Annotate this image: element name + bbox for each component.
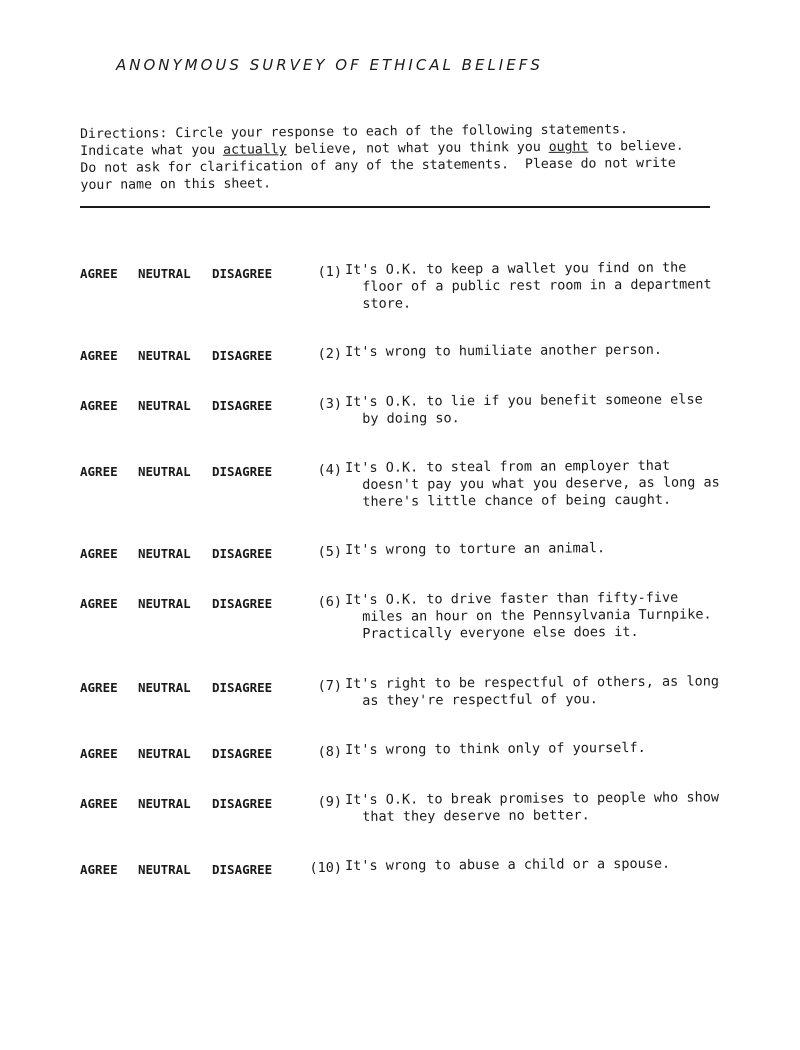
directions-line-4: your name on this sheet. [80,176,272,193]
statement-line: It's wrong to abuse a child or a spouse. [345,855,671,874]
agree-option[interactable]: AGREE [80,746,118,761]
directions-line-2-middle: believe, not what you think you [286,139,549,158]
statement-line: It's O.K. to steal from an employer that [345,457,671,476]
statement-line: that they deserve no better. [362,807,590,825]
statement-number: (3) [317,396,342,412]
statement-text [345,391,745,428]
agree-option[interactable]: AGREE [80,348,118,363]
statement-number: (6) [317,594,342,610]
statement-number: (7) [317,678,342,694]
directions-block [80,120,721,194]
statement-line: Practically everyone else does it. [362,623,639,642]
statement-line: It's wrong to humiliate another person. [345,341,663,360]
statement-text [345,789,745,826]
neutral-option[interactable]: NEUTRAL [138,398,191,413]
disagree-option[interactable]: DISAGREE [212,398,273,413]
agree-option[interactable]: AGREE [80,546,118,561]
disagree-option[interactable]: DISAGREE [212,546,273,561]
neutral-option[interactable]: NEUTRAL [138,680,191,695]
statement-text [345,341,745,361]
statement-text [345,539,745,559]
statement-number: (10) [309,860,342,876]
statement-text [345,739,745,759]
neutral-option[interactable]: NEUTRAL [138,746,191,761]
neutral-option[interactable]: NEUTRAL [138,862,191,877]
statement-line: by doing so. [362,410,460,427]
disagree-option[interactable]: DISAGREE [212,348,273,363]
disagree-option[interactable]: DISAGREE [212,746,273,761]
directions-line-1: Directions: Circle your response to each of the following statements. [80,122,628,142]
statement-line: It's wrong to torture an animal. [345,540,606,558]
neutral-option[interactable]: NEUTRAL [138,596,191,611]
statement-line: It's O.K. to drive faster than fifty-five [345,589,679,608]
emphasis-actually: actually [223,142,287,158]
disagree-option[interactable]: DISAGREE [212,680,273,695]
statement-number: (1) [317,264,342,280]
disagree-option[interactable]: DISAGREE [212,862,273,877]
statement-line: It's O.K. to lie if you benefit someone else [345,391,703,410]
statement-line: floor of a public rest room in a department [362,276,712,295]
statement-number: (5) [317,544,342,560]
statement-text [345,855,745,875]
neutral-option[interactable]: NEUTRAL [138,796,191,811]
statement-line: miles an hour on the Pennsylvania Turnpike. [362,606,712,625]
disagree-option[interactable]: DISAGREE [212,464,273,479]
agree-option[interactable]: AGREE [80,464,118,479]
agree-option[interactable]: AGREE [80,796,118,811]
statement-line: It's right to be respectful of others, as long [345,673,719,692]
disagree-option[interactable]: DISAGREE [212,596,273,611]
disagree-option[interactable]: DISAGREE [212,266,273,281]
statement-text [345,259,745,313]
header-divider [80,206,710,208]
agree-option[interactable]: AGREE [80,266,118,281]
statement-line: store. [362,295,412,312]
neutral-option[interactable]: NEUTRAL [138,266,191,281]
statement-line: as they're respectful of you. [362,691,598,709]
statement-number: (4) [317,462,342,478]
directions-line-2-start: Indicate what you [80,142,224,159]
agree-option[interactable]: AGREE [80,398,118,413]
statement-line: doesn't pay you what you deserve, as long as [362,474,720,493]
emphasis-ought: ought [548,139,589,155]
statement-text [345,457,745,511]
statement-line: there's little chance of being caught. [362,491,672,510]
statement-text [345,589,745,643]
agree-option[interactable]: AGREE [80,862,118,877]
statement-line: It's O.K. to break promises to people who show [345,789,719,808]
directions-line-3: Do not ask for clarification of any of the statements. Please do not write [80,155,676,176]
statement-number: (8) [317,744,342,760]
statement-text [345,673,745,710]
agree-option[interactable]: AGREE [80,596,118,611]
neutral-option[interactable]: NEUTRAL [138,546,191,561]
statement-line: It's wrong to think only of yourself. [345,739,646,758]
survey-title: ANONYMOUS SURVEY OF ETHICAL BELIEFS [116,56,543,74]
statement-number: (2) [317,346,342,362]
directions-line-2-end: to believe. [588,138,684,155]
neutral-option[interactable]: NEUTRAL [138,348,191,363]
disagree-option[interactable]: DISAGREE [212,796,273,811]
statement-number: (9) [317,794,342,810]
agree-option[interactable]: AGREE [80,680,118,695]
neutral-option[interactable]: NEUTRAL [138,464,191,479]
statement-line: It's O.K. to keep a wallet you find on the [345,259,687,278]
